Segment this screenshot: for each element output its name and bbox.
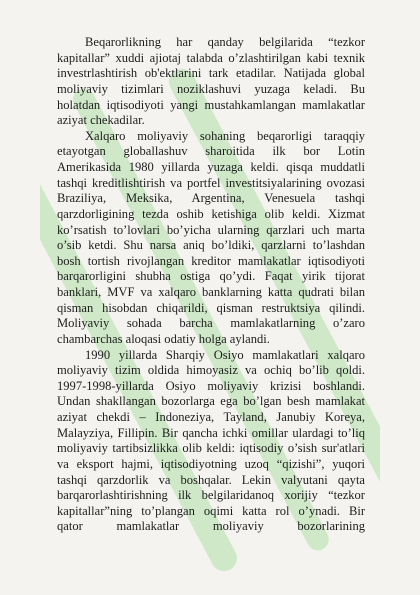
- text-line: banklari, MVF va xalqaro banklarning katta qudrati bilan: [57, 285, 365, 299]
- text-line: o’sib ketdi. Shu narsa aniq bo’ldiki, qarzlarni to’lashdan: [57, 238, 365, 253]
- text-line: bosh tortish rivojlangan kreditor mamlakatlar iqtisodiyoti: [57, 253, 365, 268]
- body-text: [57, 35, 365, 535]
- text-line: Malayziya, Fillipin. Bir qancha ichki omillar ulardagi to’liq: [57, 425, 365, 440]
- text-line: 1990 yillarda Sharqiy Osiyo mamlakatlari xalqaro: [85, 347, 365, 362]
- text-line: va eksport hajmi, iqtisodiyotning uzoq “qizishi”, yuqori: [57, 456, 365, 471]
- text-line: holatdan iqtisodiyoti yangi mustahkamlangan mamlakatlar: [57, 97, 365, 112]
- text-line: qarzdorligining tezda oshib ketishiga olib keldi. Xizmat: [57, 206, 365, 221]
- text-line: aziyat chekdi – Indoneziya, Tayland, Janubiy Koreya,: [57, 410, 365, 424]
- text-line: qator mamlakatlar moliyaviy bozorlarining: [57, 519, 365, 534]
- text-line: ko’rsatish to’lovlari bo’yicha ularning qarzlari uch marta: [57, 222, 365, 237]
- text-line: Xalqaro moliyaviy sohaning beqarorligi taraqqiy: [85, 128, 365, 143]
- text-line: barqarorligini shubha ostiga qo’ydi. Faqat yirik tijorat: [57, 269, 365, 284]
- text-line: tashqi kreditlishtirish va portfel investitsiyalarining ovozasi: [57, 175, 365, 190]
- text-line: kapitallar”ning to’plangan oqimi katta rol o’ynadi. Bir: [57, 503, 365, 518]
- text-line: chambarchas aloqasi odatiy holga aylandi.: [57, 331, 270, 346]
- paragraph: [57, 348, 365, 536]
- text-line: tashqi qarzdorlik va boshqalar. Lekin valyutani qayta: [57, 472, 365, 487]
- text-line: Braziliya, Meksika, Argentina, Venesuela tashqi: [57, 191, 365, 206]
- paragraph: [57, 35, 365, 129]
- text-line: etayotgan globallashuv sharoitida ilk bor Lotin: [57, 144, 365, 159]
- text-line: kapitallar” xuddi ajiotaj talabda o’zlashtirilgan kabi texnik: [57, 50, 365, 65]
- text-line: qisman hisobdan chiqarildi, qisman restruktsiya qilindi.: [57, 300, 365, 315]
- text-line: moliyaviy tizim oldida himoyasiz va ochiq bo’lib qoldi.: [57, 363, 365, 378]
- paragraph: [57, 129, 365, 348]
- text-line: Moliyaviy sohada barcha mamlakatlarning o’zaro: [57, 316, 365, 331]
- text-line: Undan shakllangan bozorlarga ega bo’lgan besh mamlakat: [57, 394, 365, 409]
- text-line: investrlashtirish ob'ektlarini tark etadilar. Natijada global: [57, 66, 365, 81]
- text-line: Beqarorlikning har qanday belgilarida “tezkor: [85, 35, 365, 49]
- text-line: 1997-1998-yillarda Osiyo moliyaviy krizisi boshlandi.: [57, 378, 365, 393]
- text-line: moliyaviy tartibsizlikka olib keldi: iqtisodiy o’sish sur'atlari: [57, 441, 365, 456]
- text-line: aziyat chekadilar.: [57, 113, 145, 128]
- text-line: moliyaviy tizimlari noziklashuvi yuzaga keladi. Bu: [57, 81, 365, 96]
- text-line: barqarorlashtirishning ilk belgilaridanoq xorijiy “tezkor: [57, 488, 365, 503]
- text-line: Amerikasida 1980 yillarda yuzaga keldi. qisqa muddatli: [57, 160, 365, 174]
